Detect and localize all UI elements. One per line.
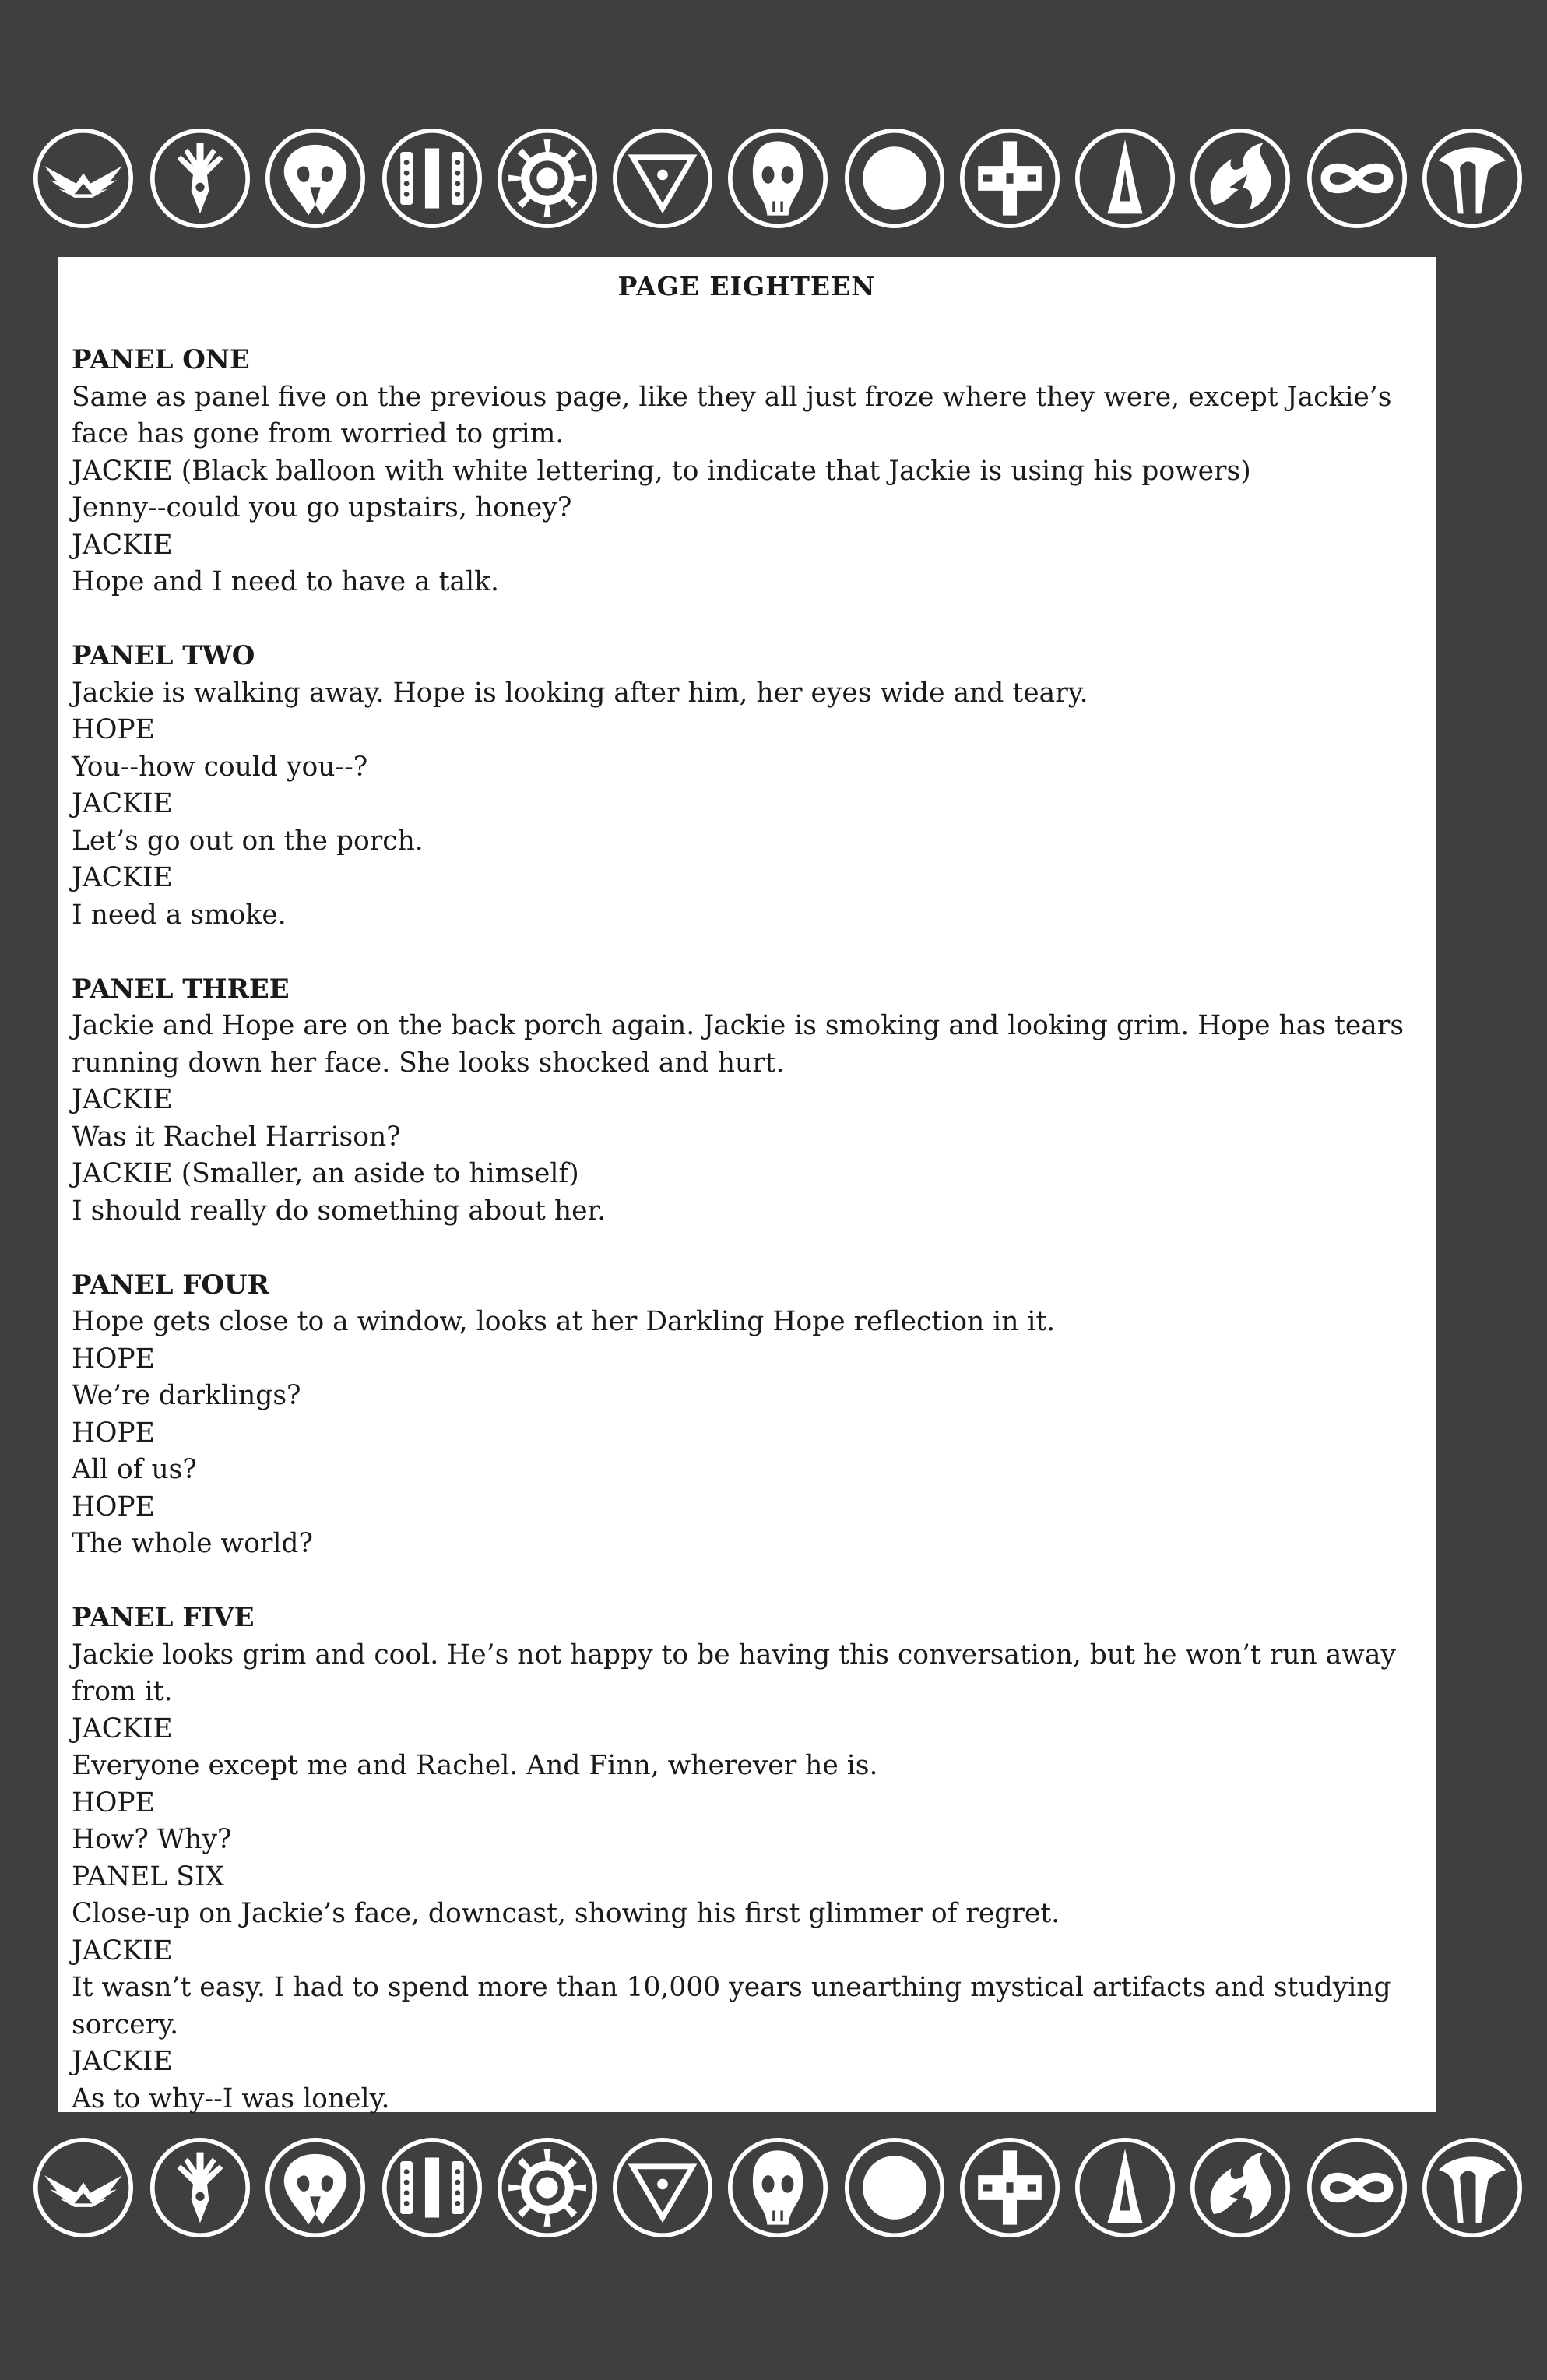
script-line: Everyone except me and Rachel. And Finn, wherever he is. [72,1750,878,1781]
script-line: Hope and I need to have a talk. [72,566,500,597]
winged-triangle-icon [30,2129,136,2246]
panel-section [72,971,1422,1230]
script-line: Jackie looks grim and cool. He’s not happy to be having this conversation, but he won’t run away from it. [72,1639,1405,1707]
spiked-gear-icon [494,2129,600,2246]
antlered-figure-icon [147,2129,253,2246]
script-line: JACKIE [72,1084,173,1115]
serpent-mask-icon [262,2129,368,2246]
winged-triangle-icon [30,120,136,237]
script-line: Jackie is walking away. Hope is looking after him, her eyes wide and teary. [72,677,1088,709]
panel-heading: PANEL FIVE [72,1602,255,1633]
script-line: Hope gets close to a window, looks at her Darkling Hope reflection in it. [72,1306,1056,1337]
page-title: PAGE EIGHTEEN [617,271,876,301]
inverted-triangle-icon [610,2129,715,2246]
script-line: JACKIE [72,1713,173,1745]
script-line: I should really do something about her. [72,1195,606,1227]
panel-section [72,342,1422,601]
script-page [58,257,1436,2112]
script-line: JACKIE [72,529,173,561]
script-line: JACKIE (Black balloon with white lettering, to indicate that Jackie is using his powers) [72,455,1251,487]
panel-section [72,1600,1422,2118]
panel-section [72,1267,1422,1563]
script-line: Same as panel five on the previous page, like they all just froze where they were, except Jackie’s face has gone from worried to grim. [72,381,1401,449]
script-line: It wasn’t easy. I had to spend more than 10,000 years unearthing mystical artifacts and studying sorcery. [72,1972,1400,2040]
skull-icon [725,2129,831,2246]
script-line: How? Why? [72,1824,232,1855]
panel-heading: PANEL TWO [72,640,255,671]
script-line: JACKIE [72,1935,173,1966]
script-line: As to why--I was lonely. [72,2082,390,2114]
pillar-glyph-icon [379,120,485,237]
script-line: I need a smoke. [72,899,287,931]
script-line: JACKIE (Smaller, an aside to himself) [72,1158,579,1189]
script-line: HOPE [72,1417,155,1449]
infinity-icon [1304,120,1410,237]
script-line: PANEL SIX [72,1861,225,1892]
script-line: We’re darklings? [72,1380,301,1411]
script-line: HOPE [72,1787,155,1818]
panel-list [72,342,1422,2118]
panel-heading: PANEL THREE [72,973,290,1005]
double-arch-icon [1419,2129,1525,2246]
infinity-icon [1304,2129,1410,2246]
bottom-symbol-row [0,2129,1547,2246]
top-symbol-row [0,120,1547,237]
inverted-triangle-icon [610,120,715,237]
serpent-mask-icon [262,120,368,237]
script-line: HOPE [72,1343,155,1375]
flame-sigil-icon [1187,2129,1293,2246]
script-line: JACKIE [72,2046,173,2077]
script-line: The whole world? [72,1528,313,1559]
double-arch-icon [1419,120,1525,237]
skull-icon [725,120,831,237]
antlered-figure-icon [147,120,253,237]
obelisk-icon [1072,2129,1178,2246]
script-line: JACKIE [72,862,173,893]
obelisk-icon [1072,120,1178,237]
script-line: Jenny--could you go upstairs, honey? [72,492,572,523]
flame-sigil-icon [1187,120,1293,237]
panel-heading: PANEL ONE [72,344,250,375]
script-line: HOPE [72,1491,155,1523]
pillar-glyph-icon [379,2129,485,2246]
panel-section [72,638,1422,934]
panel-heading: PANEL FOUR [72,1269,269,1301]
solid-disc-icon [842,120,948,237]
script-line: You--how could you--? [72,751,368,783]
solid-disc-icon [842,2129,948,2246]
script-line: Close-up on Jackie’s face, downcast, showing his first glimmer of regret. [72,1898,1060,1929]
script-line: Was it Rachel Harrison? [72,1121,401,1153]
script-line: All of us? [72,1454,197,1485]
spiked-gear-icon [494,120,600,237]
iron-cross-icon [957,120,1063,237]
script-line: Let’s go out on the porch. [72,825,424,857]
iron-cross-icon [957,2129,1063,2246]
script-line: Jackie and Hope are on the back porch again. Jackie is smoking and looking grim. Hope has tears running down her face. She looks shocked and hurt. [72,1010,1413,1079]
script-line: HOPE [72,714,155,745]
script-line: JACKIE [72,788,173,819]
